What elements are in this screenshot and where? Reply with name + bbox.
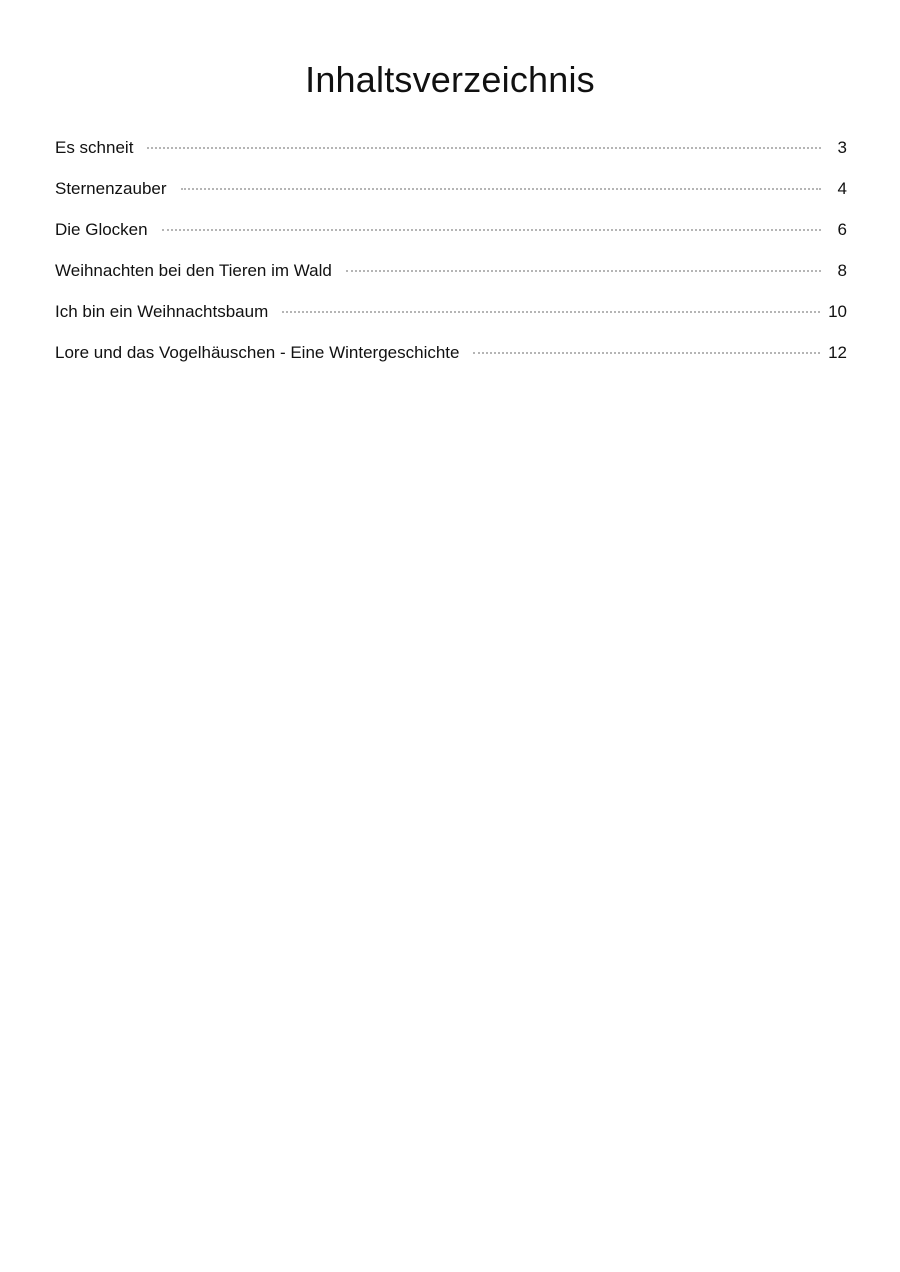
toc-entry-title: Sternenzauber: [55, 179, 167, 198]
toc-entry[interactable]: [55, 300, 847, 341]
toc-entry[interactable]: [55, 341, 847, 382]
toc-page-number: 10: [828, 302, 847, 321]
dot-leader: [346, 270, 821, 272]
toc-entry[interactable]: [55, 218, 847, 259]
dot-leader: [147, 147, 821, 149]
toc-page-number: 3: [837, 138, 847, 157]
toc-entry-title: Die Glocken: [55, 220, 148, 239]
toc-page-number: 8: [837, 261, 847, 280]
toc-page-number: 6: [837, 220, 847, 239]
toc-page-number: 12: [828, 343, 847, 362]
dot-leader: [282, 311, 820, 313]
page-title: Inhaltsverzeichnis: [305, 59, 595, 100]
toc-entry[interactable]: [55, 136, 847, 177]
toc-entry-title: Weihnachten bei den Tieren im Wald: [55, 261, 332, 280]
dot-leader: [181, 188, 821, 190]
toc-entry-title: Es schneit: [55, 138, 134, 157]
dot-leader: [162, 229, 821, 231]
toc-entry-title: Lore und das Vogelhäuschen - Eine Wintergeschichte: [55, 343, 460, 362]
toc-entry-title: Ich bin ein Weihnachtsbaum: [55, 302, 269, 321]
table-of-contents: [55, 136, 847, 382]
toc-page-number: 4: [837, 179, 847, 198]
toc-entry[interactable]: [55, 259, 847, 300]
dot-leader: [473, 352, 820, 354]
toc-entry[interactable]: [55, 177, 847, 218]
